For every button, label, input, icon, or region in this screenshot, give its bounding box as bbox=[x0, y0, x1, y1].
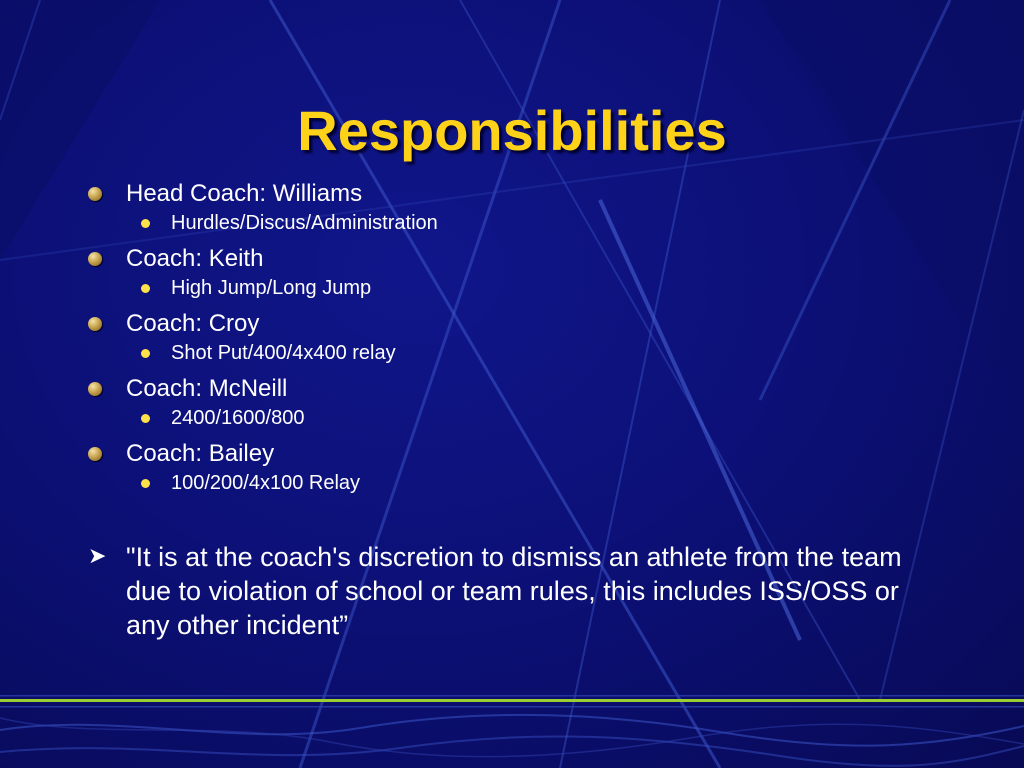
yellow-dot-icon bbox=[141, 479, 150, 488]
gold-ball-icon bbox=[88, 317, 102, 331]
list-item bbox=[84, 308, 944, 340]
gold-ball-icon bbox=[88, 447, 102, 461]
coach-label: Coach: Keith bbox=[126, 245, 264, 272]
coach-label: Coach: Croy bbox=[126, 310, 260, 337]
list-item bbox=[84, 373, 944, 405]
yellow-dot-icon bbox=[141, 414, 150, 423]
coach-events: Hurdles/Discus/Administration bbox=[171, 212, 438, 234]
policy-quote bbox=[84, 540, 944, 642]
coach-events: 100/200/4x100 Relay bbox=[171, 472, 361, 494]
quote-text: "It is at the coach's discretion to dismiss an athlete from the team due to violation of school or team rules, this includes ISS/OSS or any other incident” bbox=[126, 542, 902, 640]
list-item bbox=[84, 340, 944, 373]
gold-ball-icon bbox=[88, 382, 102, 396]
gold-ball-icon bbox=[88, 252, 102, 266]
responsibility-list bbox=[84, 178, 944, 503]
coach-events: High Jump/Long Jump bbox=[171, 277, 372, 299]
arrow-right-icon: ➤ bbox=[88, 544, 107, 569]
coach-label: Coach: McNeill bbox=[126, 375, 288, 402]
gold-ball-icon bbox=[88, 187, 102, 201]
list-item bbox=[84, 438, 944, 470]
list-item bbox=[84, 405, 944, 438]
coach-events: Shot Put/400/4x400 relay bbox=[171, 342, 396, 364]
yellow-dot-icon bbox=[141, 219, 150, 228]
list-item bbox=[84, 210, 944, 243]
list-item bbox=[84, 178, 944, 210]
list-item bbox=[84, 470, 944, 503]
list-item bbox=[84, 275, 944, 308]
coach-label: Coach: Bailey bbox=[126, 440, 275, 467]
list-item bbox=[84, 243, 944, 275]
yellow-dot-icon bbox=[141, 349, 150, 358]
coach-events: 2400/1600/800 bbox=[171, 407, 305, 429]
yellow-dot-icon bbox=[141, 284, 150, 293]
coach-label: Head Coach: Williams bbox=[126, 180, 363, 207]
slide-title: Responsibilities bbox=[297, 99, 727, 162]
